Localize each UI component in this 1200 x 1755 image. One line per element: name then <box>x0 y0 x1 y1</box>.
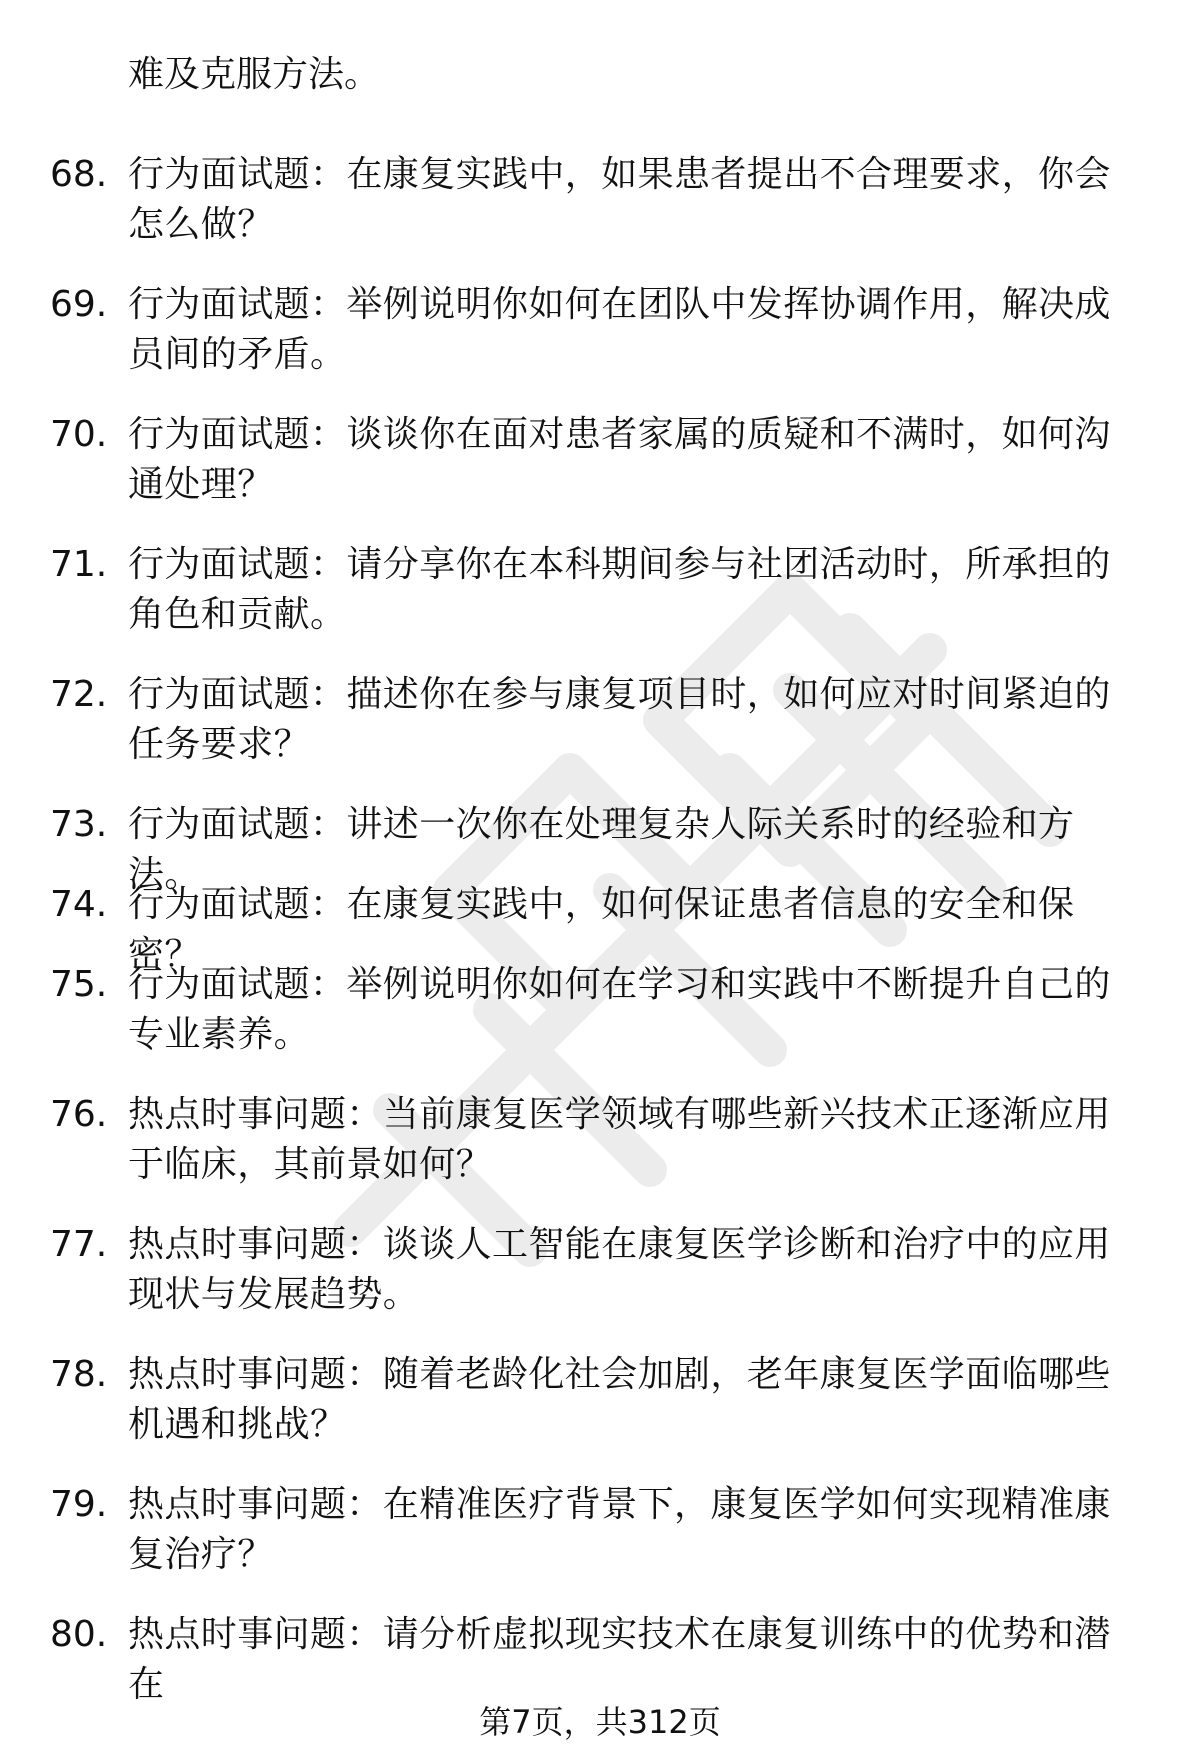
page-footer: 第7页，共312页 <box>479 1703 721 1741</box>
question-text: 热点时事问题：在精准医疗背景下，康复医学如何实现精准康复治疗？ <box>128 1484 1111 1575</box>
question-item <box>0 410 1200 540</box>
question-text: 热点时事问题：当前康复医学领域有哪些新兴技术正逐渐应用于临床，其前景如何？ <box>128 1094 1111 1185</box>
question-number: 74. <box>50 884 108 925</box>
question-number: 75. <box>50 964 108 1005</box>
question-item <box>0 540 1200 670</box>
question-item <box>0 1350 1200 1480</box>
question-number: 73. <box>50 804 108 845</box>
question-text: 热点时事问题：随着老龄化社会加剧，老年康复医学面临哪些机遇和挑战？ <box>128 1354 1111 1445</box>
question-text: 行为面试题：举例说明你如何在团队中发挥协调作用，解决成员间的矛盾。 <box>128 284 1111 375</box>
question-text: 热点时事问题：请分析虚拟现实技术在康复训练中的优势和潜在 <box>128 1614 1111 1705</box>
question-item <box>0 280 1200 410</box>
continuation-text: 难及克服方法。 <box>128 54 381 95</box>
question-text: 热点时事问题：谈谈人工智能在康复医学诊断和治疗中的应用现状与发展趋势。 <box>128 1224 1111 1315</box>
question-list <box>0 150 1200 1705</box>
question-number: 71. <box>50 544 108 585</box>
question-item <box>0 1610 1200 1705</box>
question-number: 72. <box>50 674 108 715</box>
question-number: 80. <box>50 1614 108 1655</box>
question-item <box>0 1220 1200 1350</box>
question-number: 69. <box>50 284 108 325</box>
question-number: 78. <box>50 1354 108 1395</box>
question-text: 行为面试题：描述你在参与康复项目时，如何应对时间紧迫的任务要求？ <box>128 674 1111 765</box>
question-item <box>0 880 1200 975</box>
question-item <box>0 150 1200 280</box>
question-text: 行为面试题：举例说明你如何在学习和实践中不断提升自己的专业素养。 <box>128 964 1111 1055</box>
question-number: 70. <box>50 414 108 455</box>
question-number: 77. <box>50 1224 108 1265</box>
question-item <box>0 670 1200 800</box>
question-item <box>0 1480 1200 1610</box>
question-text: 行为面试题：在康复实践中，如何保证患者信息的安全和保密？ <box>128 884 1075 975</box>
question-number: 76. <box>50 1094 108 1135</box>
question-number: 79. <box>50 1484 108 1525</box>
question-item <box>0 960 1200 1090</box>
question-text: 行为面试题：请分享你在本科期间参与社团活动时，所承担的角色和贡献。 <box>128 544 1111 635</box>
question-text: 行为面试题：谈谈你在面对患者家属的质疑和不满时，如何沟通处理？ <box>128 414 1111 505</box>
question-item <box>0 1090 1200 1220</box>
question-number: 68. <box>50 154 108 195</box>
question-text: 行为面试题：在康复实践中，如果患者提出不合理要求，你会怎么做？ <box>128 154 1111 245</box>
question-item <box>0 800 1200 895</box>
question-text: 行为面试题：讲述一次你在处理复杂人际关系时的经验和方法。 <box>128 804 1075 895</box>
